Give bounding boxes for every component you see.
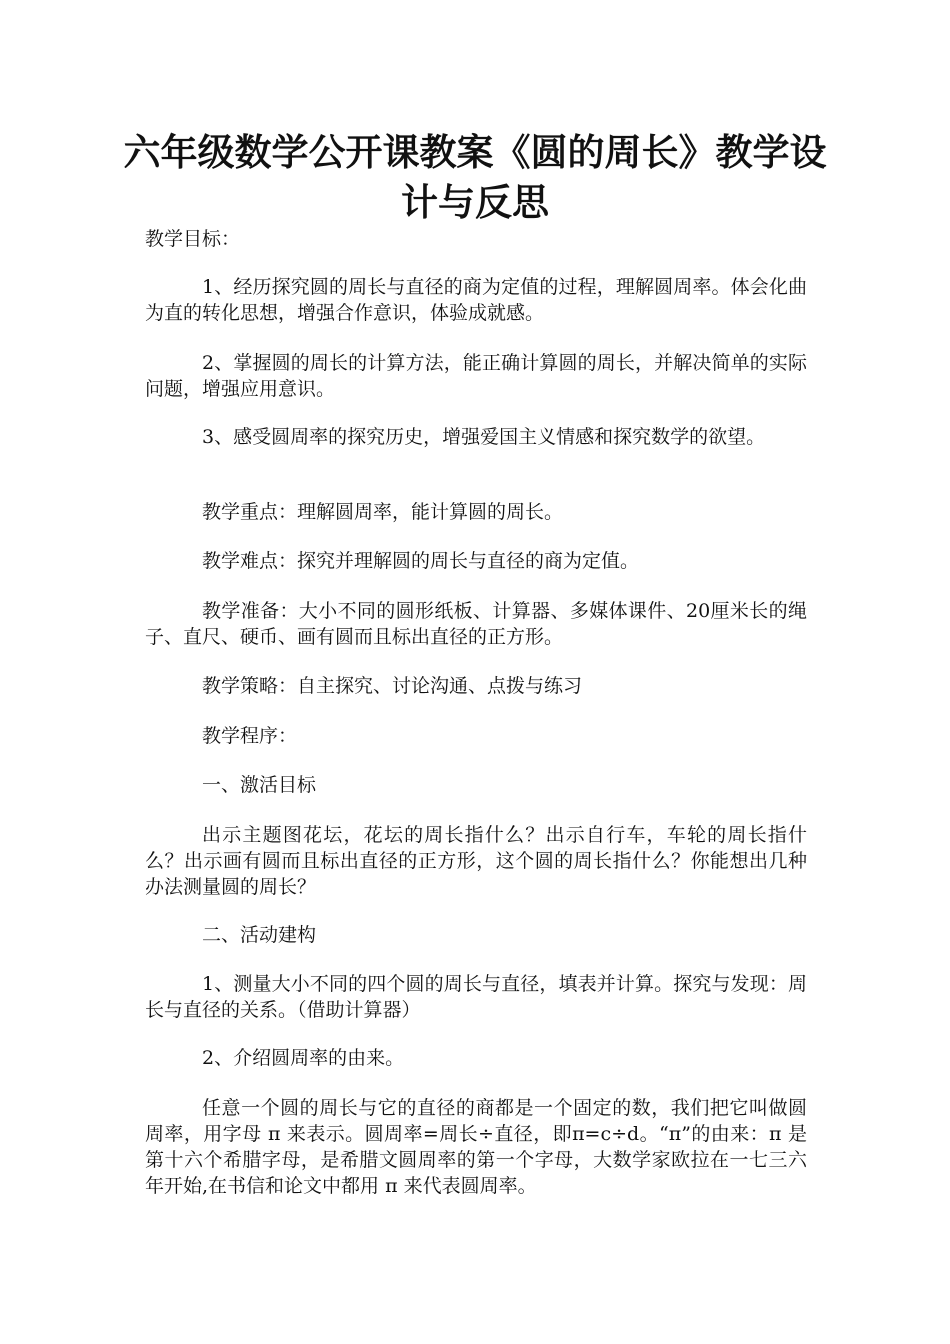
section-heading-objectives: 教学目标：	[145, 228, 241, 250]
objective-3: 3、感受圆周率的探究历史，增强爱国主义情感和探究数学的欲望。	[202, 426, 766, 448]
pi-explanation: 任意一个圆的周长与它的直径的商都是一个固定的数，我们把它叫做圆周率，用字母 π 来表示。圆周率=周长÷直径，即π=c÷d。“π”的由来：π 是第十六个希腊字母，是希腊文圆周率的第一个字母，大数学家欧拉在一七三六年开始,在书信和论文中都用 π 来代表圆周率。	[145, 1097, 807, 1197]
section-heading-1: 一、激活目标	[202, 774, 317, 796]
objective-2: 2、掌握圆的周长的计算方法，能正确计算圆的周长，并解决简单的实际问题，增强应用意识。	[145, 352, 807, 400]
section-2-item-1: 1、测量大小不同的四个圆的周长与直径，填表并计算。探究与发现：周长与直径的关系。（借助计算器）	[145, 973, 807, 1021]
teaching-difficulty: 教学难点：探究并理解圆的周长与直径的商为定值。	[202, 550, 640, 572]
document-title: 六年级数学公开课教案《圆的周长》教学设计与反思	[123, 131, 827, 224]
teaching-focus: 教学重点：理解圆周率，能计算圆的周长。	[202, 501, 564, 523]
teaching-preparation: 教学准备：大小不同的圆形纸板、计算器、多媒体课件、20厘米长的绳子、直尺、硬币、画有圆而且标出直径的正方形。	[145, 600, 807, 648]
section-heading-2: 二、活动建构	[202, 924, 317, 946]
section-1-body: 出示主题图花坛，花坛的周长指什么？出示自行车，车轮的周长指什么？出示画有圆而且标出直径的正方形，这个圆的周长指什么？你能想出几种办法测量圆的周长？	[145, 824, 807, 898]
teaching-strategy: 教学策略：自主探究、讨论沟通、点拨与练习	[202, 675, 583, 697]
section-2-item-2: 2、介绍圆周率的由来。	[202, 1047, 405, 1069]
teaching-procedure: 教学程序：	[202, 725, 298, 747]
objective-1: 1、经历探究圆的周长与直径的商为定值的过程，理解圆周率。体会化曲为直的转化思想，增强合作意识，体验成就感。	[145, 276, 807, 324]
